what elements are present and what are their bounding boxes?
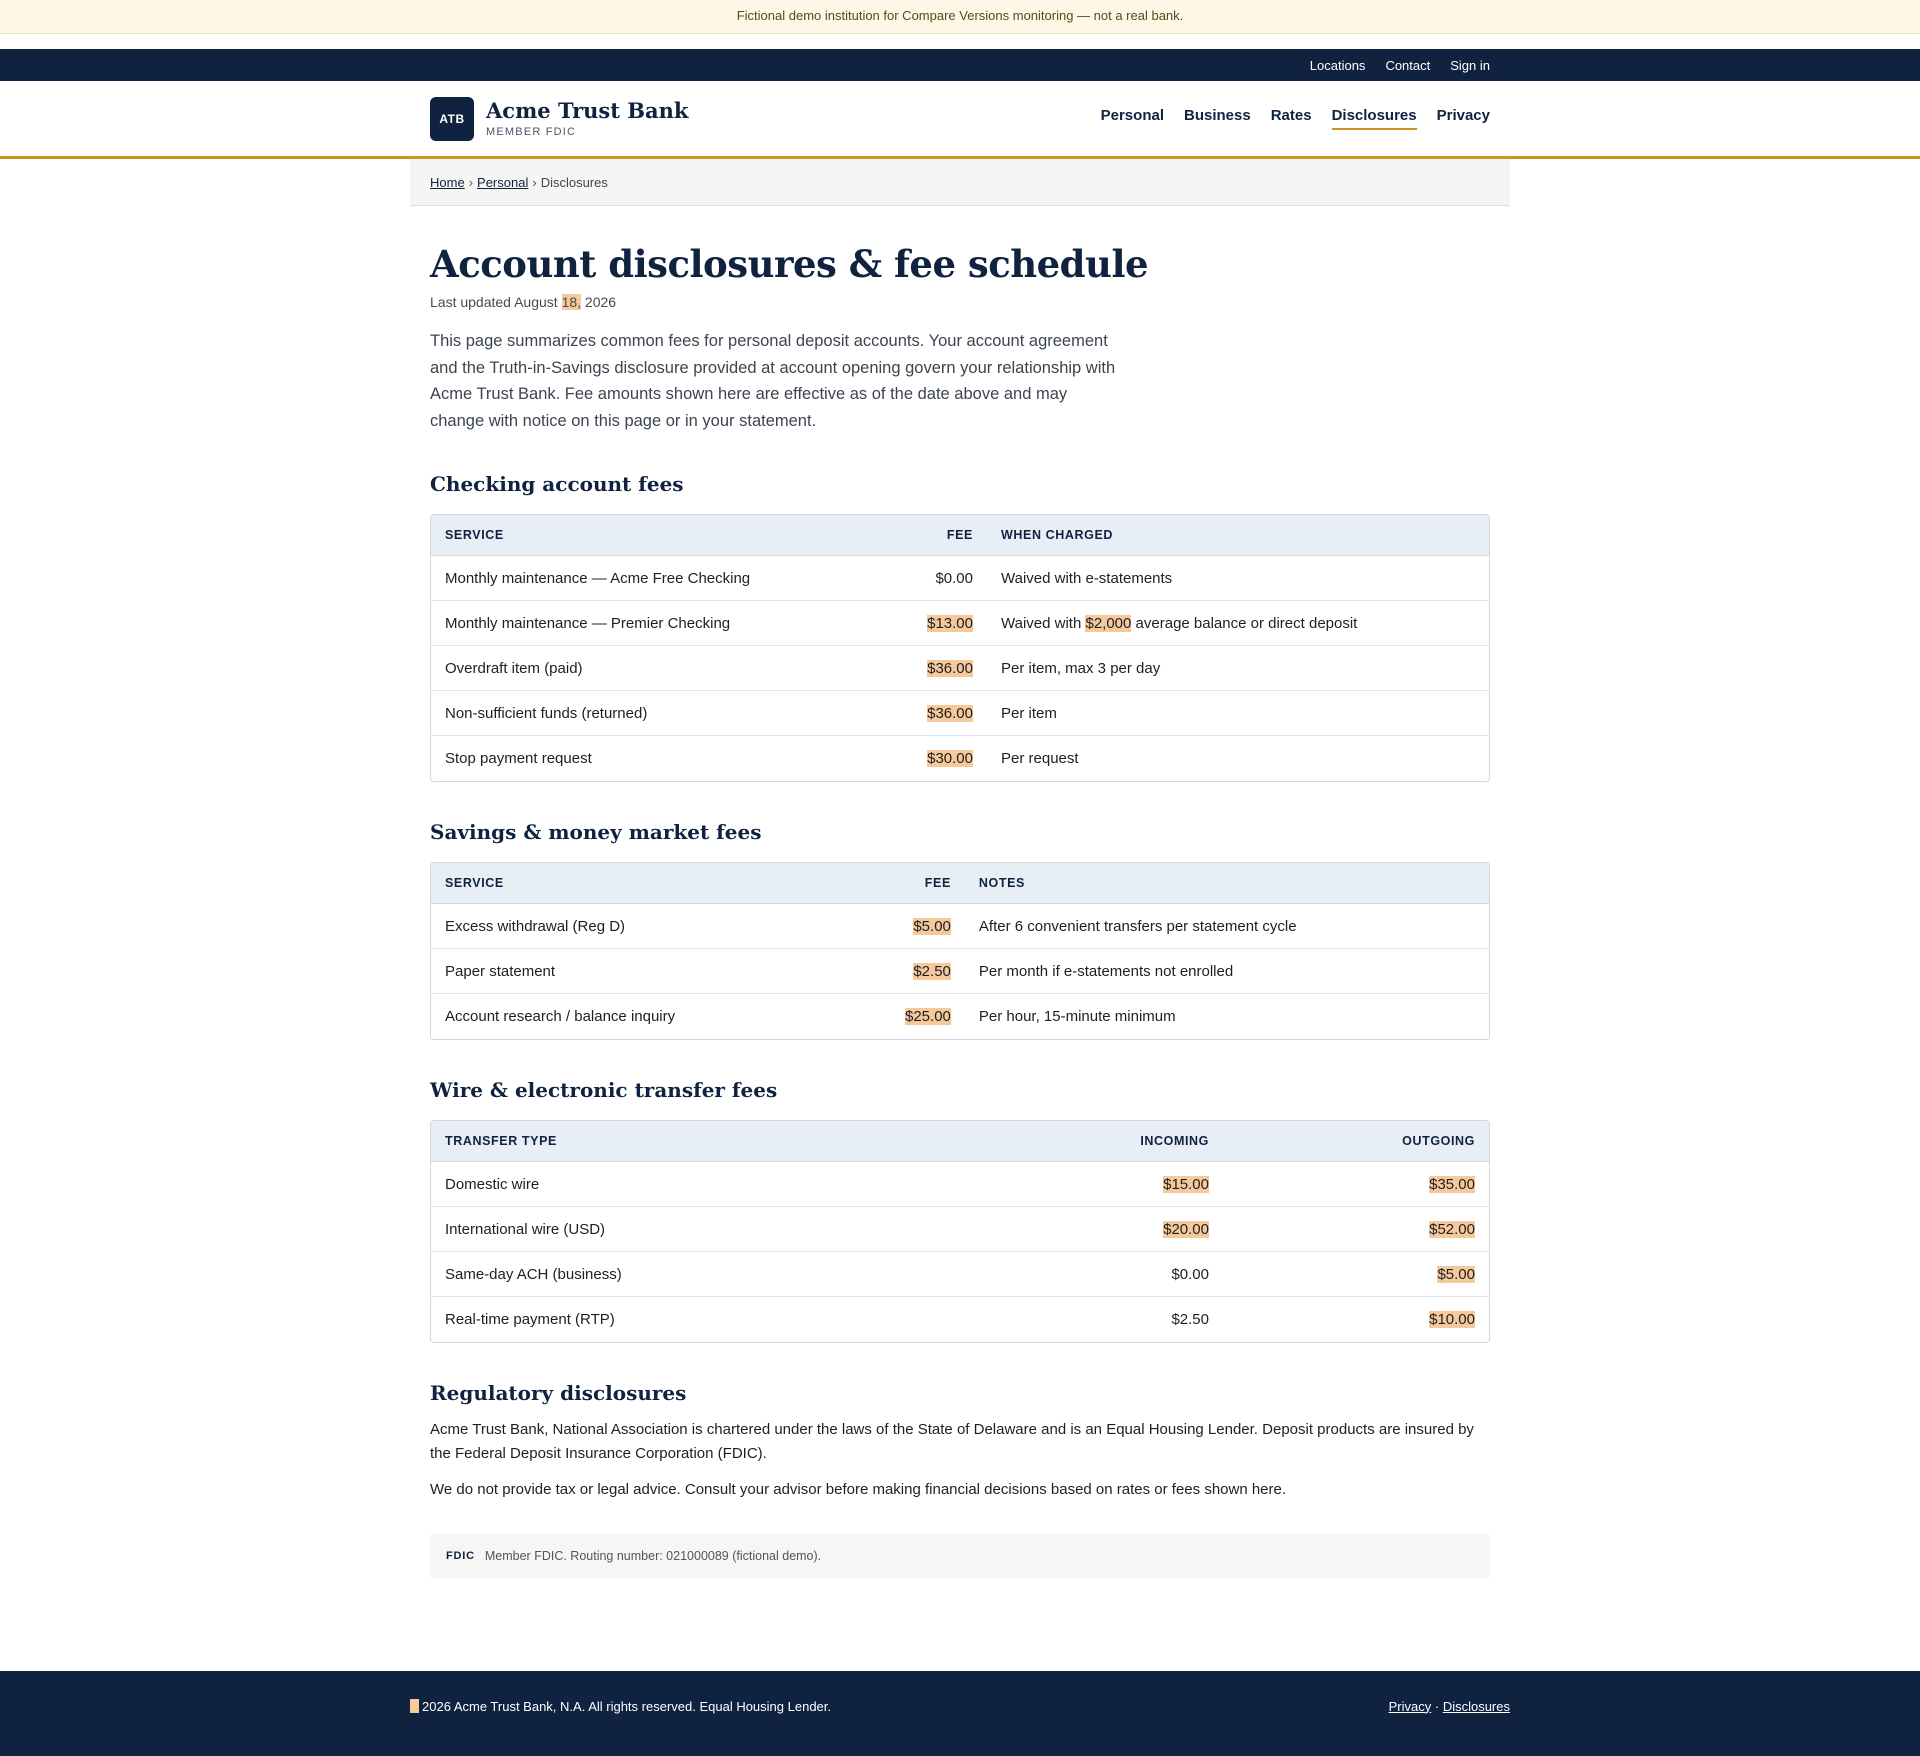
brand[interactable]: [430, 97, 688, 141]
notes-cell: Per month if e-statements not enrolled: [965, 949, 1489, 994]
when-charged-cell: Per item: [987, 691, 1489, 736]
intro-paragraph: This page summarizes common fees for personal deposit accounts. Your account agreement and the Truth-in-Savings disclosure provided at account opening govern your relationship with Acme Trust Bank. Fee amounts shown here are effective as of the date above and may change with notice on this page or in your statement.: [430, 332, 1116, 430]
page-title: Account disclosures & fee schedule: [430, 242, 1149, 286]
regulatory-paragraph: We do not provide tax or legal advice. Consult your advisor before making financial decisions based on rates or fees shown here.: [430, 1481, 1287, 1498]
bank-logo: ATB: [430, 97, 474, 141]
nav-disclosures[interactable]: Disclosures: [1332, 107, 1417, 130]
nav-privacy[interactable]: Privacy: [1436, 107, 1490, 124]
incoming-fee-cell: $0.00: [1023, 1252, 1223, 1297]
breadcrumb-separator: ›: [468, 174, 474, 190]
changed-highlight: [410, 1699, 419, 1713]
service-cell: Monthly maintenance — Acme Free Checking: [431, 556, 891, 601]
service-cell: Monthly maintenance — Premier Checking: [431, 601, 891, 646]
changed-highlight: 18,: [561, 294, 582, 310]
nav-rates[interactable]: Rates: [1270, 107, 1312, 124]
service-cell: Non-sufficient funds (returned): [431, 691, 891, 736]
main-nav: [1101, 107, 1490, 130]
regulatory-heading: Regulatory disclosures: [430, 1381, 687, 1405]
incoming-fee-cell: $2.50: [1171, 1311, 1209, 1328]
table-row: [431, 601, 1489, 646]
notes-cell: Per hour, 15-minute minimum: [978, 1008, 1176, 1025]
utility-link-contact[interactable]: Contact: [1385, 57, 1431, 73]
outgoing-fee-cell: $35.00: [1223, 1162, 1489, 1207]
outgoing-fee-cell: $5.00: [1223, 1252, 1489, 1297]
column-header: OUTGOING: [1223, 1121, 1489, 1162]
fdic-text: Member FDIC. Routing number: 021000089 (fictional demo).: [484, 1549, 822, 1563]
footer-link-privacy[interactable]: Privacy: [1388, 1698, 1432, 1714]
utility-link-locations[interactable]: Locations: [1309, 57, 1366, 73]
bank-tagline: MEMBER FDIC: [486, 126, 577, 138]
transfer-type-cell: Real-time payment (RTP): [445, 1311, 615, 1328]
fee-cell: $25.00: [905, 1008, 951, 1025]
service-cell: Stop payment request: [445, 750, 592, 767]
transfer-type-cell: Domestic wire: [431, 1162, 1023, 1207]
regulatory-paragraph: Acme Trust Bank, National Association is chartered under the laws of the State of Delaware and is an Equal Housing Lender. Deposit products are insured by the Federal Deposit Insurance Corporation (FDIC).: [430, 1421, 1474, 1462]
column-header: TRANSFER TYPE: [431, 1121, 1023, 1162]
table-row: [431, 994, 1489, 1039]
service-cell: Paper statement: [431, 949, 891, 994]
when-charged-cell: Per request: [1001, 750, 1079, 767]
column-header: FEE: [891, 863, 965, 904]
table-row: [431, 1252, 1489, 1297]
regulatory-section: [430, 1381, 1490, 1502]
column-header: INCOMING: [1023, 1121, 1223, 1162]
column-header: SERVICE: [431, 863, 891, 904]
table-row: [431, 1162, 1489, 1207]
checking-fees-table: [430, 514, 1490, 782]
breadcrumb-separator: ›: [532, 174, 537, 190]
table-row: [431, 556, 1489, 601]
fee-cell: $13.00: [891, 601, 987, 646]
when-charged-cell: Per item, max 3 per day: [987, 646, 1489, 691]
notes-cell: After 6 convenient transfers per statement cycle: [965, 904, 1489, 949]
bank-name: Acme Trust Bank: [486, 98, 689, 123]
footer-links: [1389, 1699, 1510, 1714]
main-content: [430, 242, 1490, 1578]
utility-link-sign-in[interactable]: Sign in: [1450, 57, 1490, 73]
table-row: [431, 1207, 1489, 1252]
last-updated: Last updated August 18, 2026: [430, 294, 617, 310]
breadcrumb: [410, 159, 1510, 206]
savings-fees-table: [430, 862, 1490, 1040]
column-header: FEE: [891, 515, 987, 556]
wire-fees-table: [430, 1120, 1490, 1343]
fee-cell: $2.50: [891, 949, 965, 994]
fdic-notice: [430, 1534, 1490, 1578]
outgoing-fee-cell: $52.00: [1223, 1207, 1489, 1252]
table-row: [431, 736, 1489, 781]
service-cell: Overdraft item (paid): [431, 646, 891, 691]
column-header: WHEN CHARGED: [987, 515, 1489, 556]
breadcrumb-personal[interactable]: Personal: [477, 174, 529, 190]
transfer-type-cell: International wire (USD): [431, 1207, 1023, 1252]
demo-notice-banner: Fictional demo institution for Compare Versions monitoring — not a real bank.: [0, 0, 1920, 34]
nav-business[interactable]: Business: [1184, 107, 1251, 124]
when-charged-cell: Waived with $2,000 average balance or direct deposit: [987, 601, 1489, 646]
service-cell: Excess withdrawal (Reg D): [431, 904, 891, 949]
fee-cell: $36.00: [891, 691, 987, 736]
table-row: [431, 1297, 1489, 1342]
fee-cell: $5.00: [891, 904, 965, 949]
wire-heading: Wire & electronic transfer fees: [430, 1078, 778, 1102]
table-row: [431, 646, 1489, 691]
nav-personal[interactable]: Personal: [1100, 107, 1164, 124]
fee-cell: $36.00: [891, 646, 987, 691]
breadcrumb-current: Disclosures: [540, 174, 608, 190]
footer-separator: ·: [1434, 1698, 1440, 1714]
checking-heading: Checking account fees: [430, 472, 684, 496]
outgoing-fee-cell: $10.00: [1429, 1311, 1475, 1328]
savings-heading: Savings & money market fees: [430, 820, 762, 844]
fdic-label: FDIC: [446, 1550, 475, 1562]
breadcrumb-home[interactable]: Home: [430, 174, 465, 190]
utility-bar: [0, 49, 1920, 81]
footer-copyright: 2026 Acme Trust Bank, N.A. All rights reserved. Equal Housing Lender.: [410, 1699, 831, 1714]
table-row: [431, 691, 1489, 736]
column-header: SERVICE: [431, 515, 891, 556]
fee-cell: $0.00: [891, 556, 987, 601]
site-footer: [0, 1671, 1920, 1756]
site-header: [0, 81, 1920, 159]
incoming-fee-cell: $15.00: [1023, 1162, 1223, 1207]
table-row: [431, 949, 1489, 994]
transfer-type-cell: Same-day ACH (business): [431, 1252, 1023, 1297]
service-cell: Account research / balance inquiry: [445, 1008, 676, 1025]
when-charged-cell: Waived with e-statements: [987, 556, 1489, 601]
footer-link-disclosures[interactable]: Disclosures: [1442, 1698, 1510, 1714]
column-header: NOTES: [965, 863, 1489, 904]
fee-cell: $30.00: [927, 750, 973, 767]
incoming-fee-cell: $20.00: [1023, 1207, 1223, 1252]
table-row: [431, 904, 1489, 949]
